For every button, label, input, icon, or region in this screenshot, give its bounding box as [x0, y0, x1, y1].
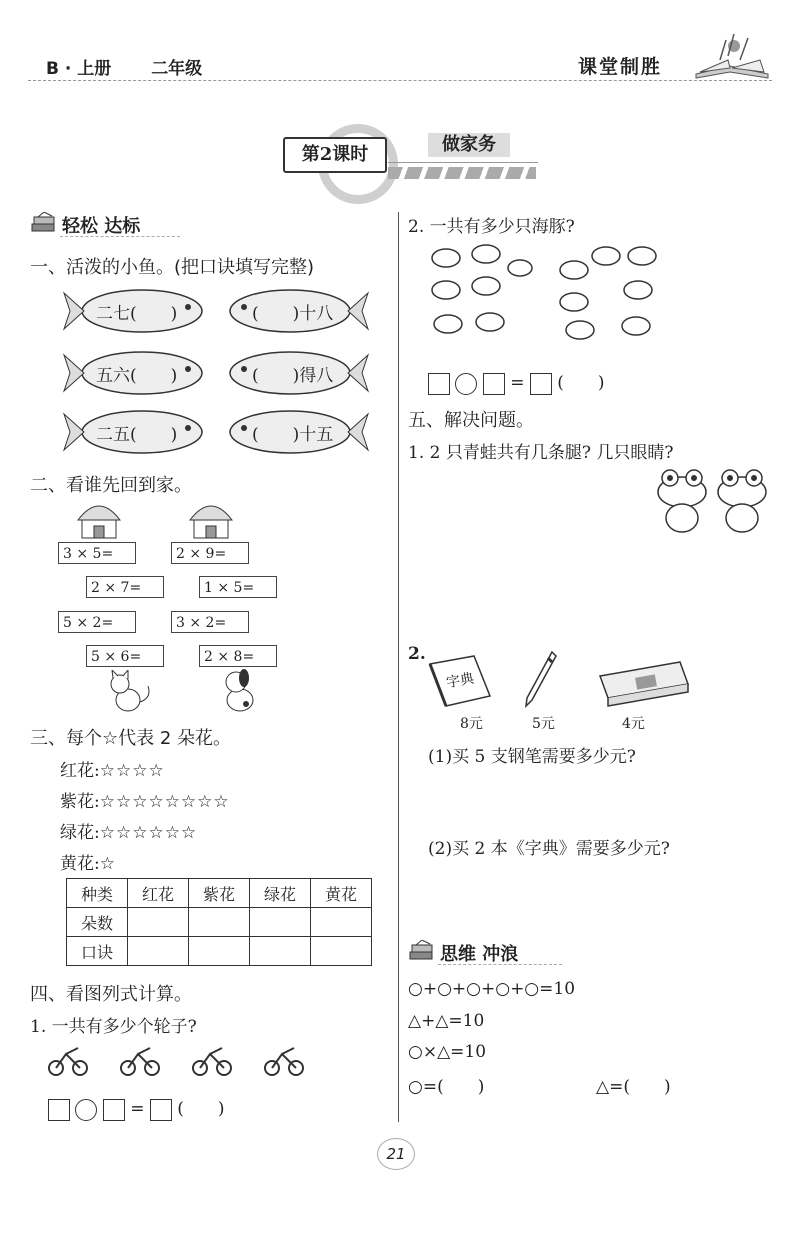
- answer-box[interactable]: [48, 1099, 70, 1121]
- pen-icon: [522, 650, 558, 712]
- q5-title: 五、解决问题。: [408, 410, 534, 431]
- flower-stars: ☆☆☆☆: [99, 761, 165, 781]
- section-easy: 轻松 达标: [62, 216, 141, 237]
- fish-text: 五六( ): [96, 366, 178, 386]
- table-header: 黄花: [311, 879, 372, 908]
- table-header: 红花: [128, 879, 189, 908]
- think-line-3: ○×△=10: [408, 1042, 487, 1062]
- price-pen: 5元: [532, 716, 555, 732]
- fish-6: [222, 404, 370, 460]
- answer-box[interactable]: [428, 373, 450, 395]
- book-logo-icon: [690, 30, 774, 82]
- header-edition: [46, 54, 236, 79]
- table-cell[interactable]: [311, 937, 372, 966]
- lesson-title: 做家务: [428, 133, 510, 157]
- q4-1-text: 1. 一共有多少个轮子?: [30, 1017, 197, 1037]
- house-icon: [186, 498, 236, 540]
- section-think: 思维 冲浪: [440, 944, 519, 965]
- fish-4: [222, 345, 370, 401]
- table-cell[interactable]: [189, 908, 250, 937]
- table-cell[interactable]: [189, 937, 250, 966]
- cat-icon: [106, 670, 154, 714]
- path-right-1: 2 × 9=: [171, 542, 249, 564]
- lesson-number: 第2课时: [283, 137, 387, 173]
- grade-label: 二年级: [151, 59, 203, 79]
- dog-icon: [216, 668, 262, 714]
- path-left-2: 2 × 7=: [86, 576, 164, 598]
- flower-label: 红花:: [60, 761, 100, 781]
- think-line-2: △+△=10: [408, 1011, 485, 1031]
- path-right-3: 3 × 2=: [171, 611, 249, 633]
- q4-2-text: 2. 一共有多少只海豚?: [408, 217, 575, 237]
- q4-1-answer: [48, 1094, 225, 1121]
- frogs-icon: [654, 466, 772, 538]
- flower-stars: ☆☆☆☆☆☆☆☆: [99, 792, 230, 812]
- think-answer-triangle: △=( ): [596, 1077, 671, 1097]
- path-left-3: 5 × 2=: [58, 611, 136, 633]
- table-cell[interactable]: [128, 937, 189, 966]
- q1-title: 一、活泼的小鱼。(把口诀填写完整): [30, 257, 315, 278]
- answer-box[interactable]: [150, 1099, 172, 1121]
- q5-1-text: 1. 2 只青蛙共有几条腿? 几只眼睛?: [408, 443, 674, 463]
- column-divider: [398, 212, 399, 1122]
- books-icon: [408, 940, 436, 962]
- banner-stripes: [388, 167, 536, 179]
- table-header: 紫花: [189, 879, 250, 908]
- table-header: 绿花: [250, 879, 311, 908]
- books-icon: [30, 212, 58, 234]
- page-number: 21: [377, 1138, 415, 1170]
- header-rule: [28, 80, 772, 81]
- fish-2: [222, 283, 370, 339]
- fish-text: 二五( ): [96, 425, 178, 445]
- equals-sign: =: [130, 1099, 145, 1119]
- tricycle-icon: [264, 1044, 304, 1078]
- path-right-2: 1 × 5=: [199, 576, 277, 598]
- pencil-case-icon: [596, 654, 692, 712]
- table-row: [67, 908, 372, 937]
- flower-row-yellow: [60, 849, 116, 874]
- path-right-4: 2 × 8=: [199, 645, 277, 667]
- flower-stars: ☆☆☆☆☆☆: [99, 823, 198, 843]
- flower-row-purple: [60, 787, 230, 812]
- fish-1: [62, 283, 210, 339]
- dictionary-label: 字典: [444, 670, 476, 692]
- answer-box[interactable]: [530, 373, 552, 395]
- price-pencil-case: 4元: [622, 716, 645, 732]
- banner-line: [388, 162, 538, 163]
- operator-circle[interactable]: [455, 373, 477, 395]
- answer-box[interactable]: [483, 373, 505, 395]
- house-icon: [74, 498, 124, 540]
- table-row: [67, 937, 372, 966]
- header-brand: 课堂制胜: [578, 56, 663, 78]
- fish-5: [62, 404, 210, 460]
- q5-2-b-text: (2)买 2 本《字典》需要多少元?: [428, 839, 670, 859]
- unit-paren: ( ): [557, 373, 605, 393]
- table-cell[interactable]: [311, 908, 372, 937]
- flower-label: 紫花:: [60, 792, 100, 812]
- price-dictionary: 8元: [460, 716, 483, 732]
- fish-text: ( )得八: [252, 366, 334, 386]
- table-cell[interactable]: [128, 908, 189, 937]
- edition-label: B · 上册: [46, 59, 112, 79]
- q3-title: 三、每个☆代表 2 朵花。: [30, 728, 232, 749]
- table-header: 种类: [67, 879, 128, 908]
- table-header-row: [67, 879, 372, 908]
- tricycle-icon: [192, 1044, 232, 1078]
- table-row-label: 朵数: [67, 908, 128, 937]
- flower-row-red: [60, 756, 165, 781]
- table-cell[interactable]: [250, 908, 311, 937]
- fish-text: ( )十八: [252, 304, 334, 324]
- dolphins-group-left-icon: [428, 240, 540, 352]
- flower-row-green: [60, 818, 197, 843]
- q4-2-answer: [428, 368, 605, 395]
- flower-label: 黄花:: [60, 854, 100, 874]
- flower-table: [66, 878, 372, 966]
- think-answer-circle: ○=( ): [408, 1077, 485, 1097]
- q4-title: 四、看图列式计算。: [30, 984, 192, 1005]
- dolphins-group-right-icon: [556, 240, 668, 352]
- think-line-1: ○+○+○+○+○=10: [408, 979, 576, 999]
- fish-3: [62, 345, 210, 401]
- section-think-rule: [438, 964, 562, 965]
- answer-box[interactable]: [103, 1099, 125, 1121]
- table-row-label: 口诀: [67, 937, 128, 966]
- path-left-1: 3 × 5=: [58, 542, 136, 564]
- fish-text: ( )十五: [252, 425, 334, 445]
- operator-circle[interactable]: [75, 1099, 97, 1121]
- tricycle-icon: [120, 1044, 160, 1078]
- equals-sign: =: [510, 373, 525, 393]
- q5-2-number: 2.: [408, 644, 426, 664]
- section-easy-rule: [60, 236, 180, 237]
- fish-text: 二七( ): [96, 304, 178, 324]
- table-cell[interactable]: [250, 937, 311, 966]
- path-left-4: 5 × 6=: [86, 645, 164, 667]
- q2-title: 二、看谁先回到家。: [30, 475, 192, 496]
- q5-2-a-text: (1)买 5 支钢笔需要多少元?: [428, 747, 636, 767]
- unit-paren: ( ): [177, 1099, 225, 1119]
- flower-stars: ☆: [99, 854, 116, 874]
- tricycle-icon: [48, 1044, 88, 1078]
- flower-label: 绿花:: [60, 823, 100, 843]
